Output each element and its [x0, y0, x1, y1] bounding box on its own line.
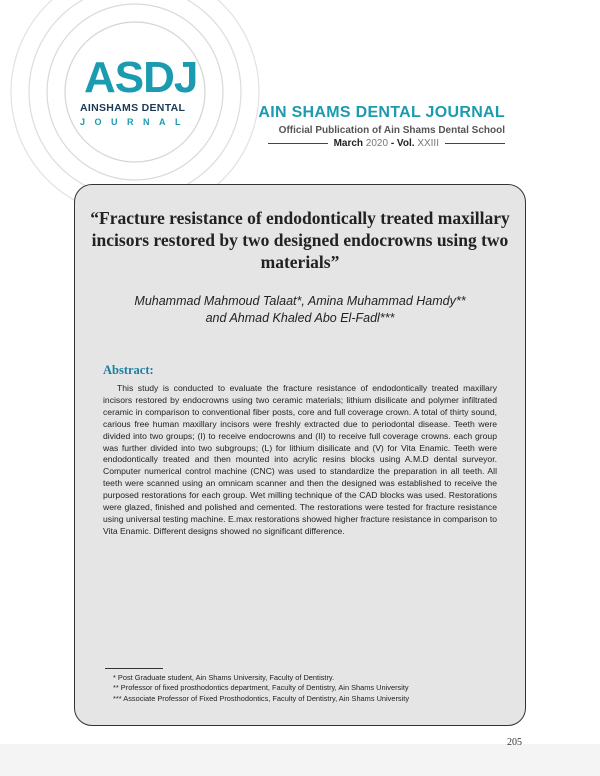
article-title: “Fracture resistance of endodontically treated maxillary incisors restored by two designed endocrowns using two materials”: [90, 208, 510, 272]
abstract-heading: Abstract:: [103, 363, 154, 377]
issue-year: 2020: [365, 138, 389, 149]
page-bottom-band: [0, 744, 600, 776]
journal-subtitle: Official Publication of Ain Shams Dental School: [278, 125, 505, 136]
logo-line2: JOURNAL: [80, 117, 191, 127]
journal-header: [258, 104, 505, 149]
footnotes: [113, 673, 409, 704]
authors-line-1: Muhammad Mahmoud Talaat*, Amina Muhammad Hamdy**: [134, 294, 466, 308]
issue-month: March: [333, 138, 364, 149]
journal-issue: [258, 138, 505, 149]
issue-vol-label: - Vol.: [390, 138, 415, 149]
authors-line-2: and Ahmad Khaled Abo El-Fadl***: [205, 311, 395, 325]
issue-vol-number: XXIII: [417, 138, 439, 149]
logo-line1: AINSHAMS DENTAL: [80, 102, 186, 114]
issue-rule-right: [445, 143, 505, 144]
page-number: 205: [507, 737, 522, 748]
logo-wordmark: ASDJ: [84, 53, 198, 102]
article-authors: [85, 293, 515, 327]
abstract-text: This study is conducted to evaluate the fracture resistance of endodontically treated maxillary incisors restored by endocrowns using two ceramic materials; lithium disilicate and polymer infiltrated ceramic in comparison to conventional fiber posts, core and full coverage crown. A total of thirty sound, carious free human maxillary incisors were freshly extracted due to periodontal disease. Teeth were divided into two groups; (I) to receive endocrowns and (II) to receive full coverage crowns. each group was further divided into two subgroups; (L) for lithium disilicate and (V) for Vita Enamic. Teeth were endodontically treated and then mounted into acrylic resins blocks using A.M.D dental surveyor. Computer numerical control machine (CNC) was used to standardize the preparation in all teeth. All teeth were scanned using an omnicam scanner and then the designed was established to receive the purposed restorations for each group. Wet milling technique of the CAD blocks was used. Restorations were glazed, finished and polished and cemented. The restorations were tested for fracture resistance using universal testing machine. E.max restorations showed higher fracture resistance in comparison to Vita Enamic. Different designs showed no significant difference.: [103, 383, 497, 536]
footnote-1: * Post Graduate student, Ain Shams University, Faculty of Dentistry.: [113, 673, 335, 682]
issue-rule-left: [268, 143, 328, 144]
journal-title: AIN SHAMS DENTAL JOURNAL: [258, 104, 505, 121]
footnote-2: ** Professor of fixed prosthodontics department, Faculty of Dentistry, Ain Shams University: [113, 683, 409, 693]
footnote-3: *** Associate Professor of Fixed Prosthodontics, Faculty of Dentistry, Ain Shams University: [113, 693, 410, 703]
article-card: [74, 184, 526, 726]
journal-logo: [80, 53, 200, 127]
footnote-rule: [105, 668, 163, 669]
